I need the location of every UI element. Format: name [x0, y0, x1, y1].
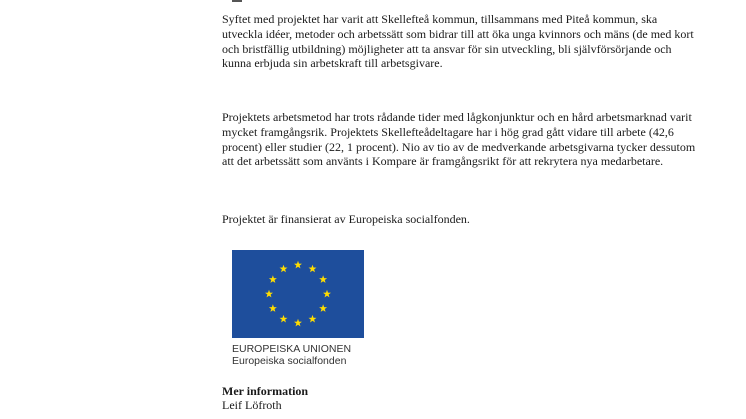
eu-logo-caption — [232, 343, 364, 367]
eu-star-icon — [319, 275, 327, 283]
eu-star-icon — [309, 265, 317, 273]
eu-star-icon — [294, 319, 302, 327]
more-info-contact: Leif Löfroth — [222, 398, 282, 412]
eu-logo-line2: Europeiska socialfonden — [232, 355, 347, 367]
eu-star-icon — [309, 315, 317, 323]
eu-star-icon — [323, 290, 331, 298]
eu-flag-icon — [232, 250, 364, 338]
eu-logo-line1: EUROPEISKA UNIONEN — [232, 343, 352, 355]
eu-star-icon — [319, 304, 327, 312]
paragraph-results: Projektets arbetsmetod har trots rådande tider med lågkonjunktur och en hård arbetsmarknad varit mycket framgångsrik. Projektets Skellefteådeltagare har i hög grad gått vidare till arbete (42,6 procent) eller studier (22, 1 procent). Nio av tio av de medverkande arbetsgivarna tycker dessutom att det arbetssätt som använts i Kompare är framgångsrikt för att rekrytera nya medarbetare. — [222, 110, 696, 169]
eu-star-icon — [294, 261, 302, 269]
page-top-mark — [232, 0, 242, 2]
paragraph-funding: Projektet är finansierat av Europeiska socialfonden. — [222, 212, 470, 226]
eu-logo — [232, 250, 364, 367]
paragraph-purpose: Syftet med projektet har varit att Skellefteå kommun, tillsammans med Piteå kommun, ska utveckla idéer, metoder och arbetssätt som bidrar till att öka unga kvinnors och mäns (de med kort och bristfällig utbildning) möjligheter att ta ansvar för sin utveckling, bli självförsörjande och kunna erbjuda sin arbetskraft till arbetsgivare. — [222, 12, 694, 71]
eu-star-icon — [280, 315, 288, 323]
eu-star-icon — [280, 265, 288, 273]
more-info-section — [222, 384, 308, 412]
eu-star-icon — [269, 304, 277, 312]
more-info-heading: Mer information — [222, 384, 309, 398]
eu-star-icon — [265, 290, 273, 298]
eu-star-icon — [269, 275, 277, 283]
